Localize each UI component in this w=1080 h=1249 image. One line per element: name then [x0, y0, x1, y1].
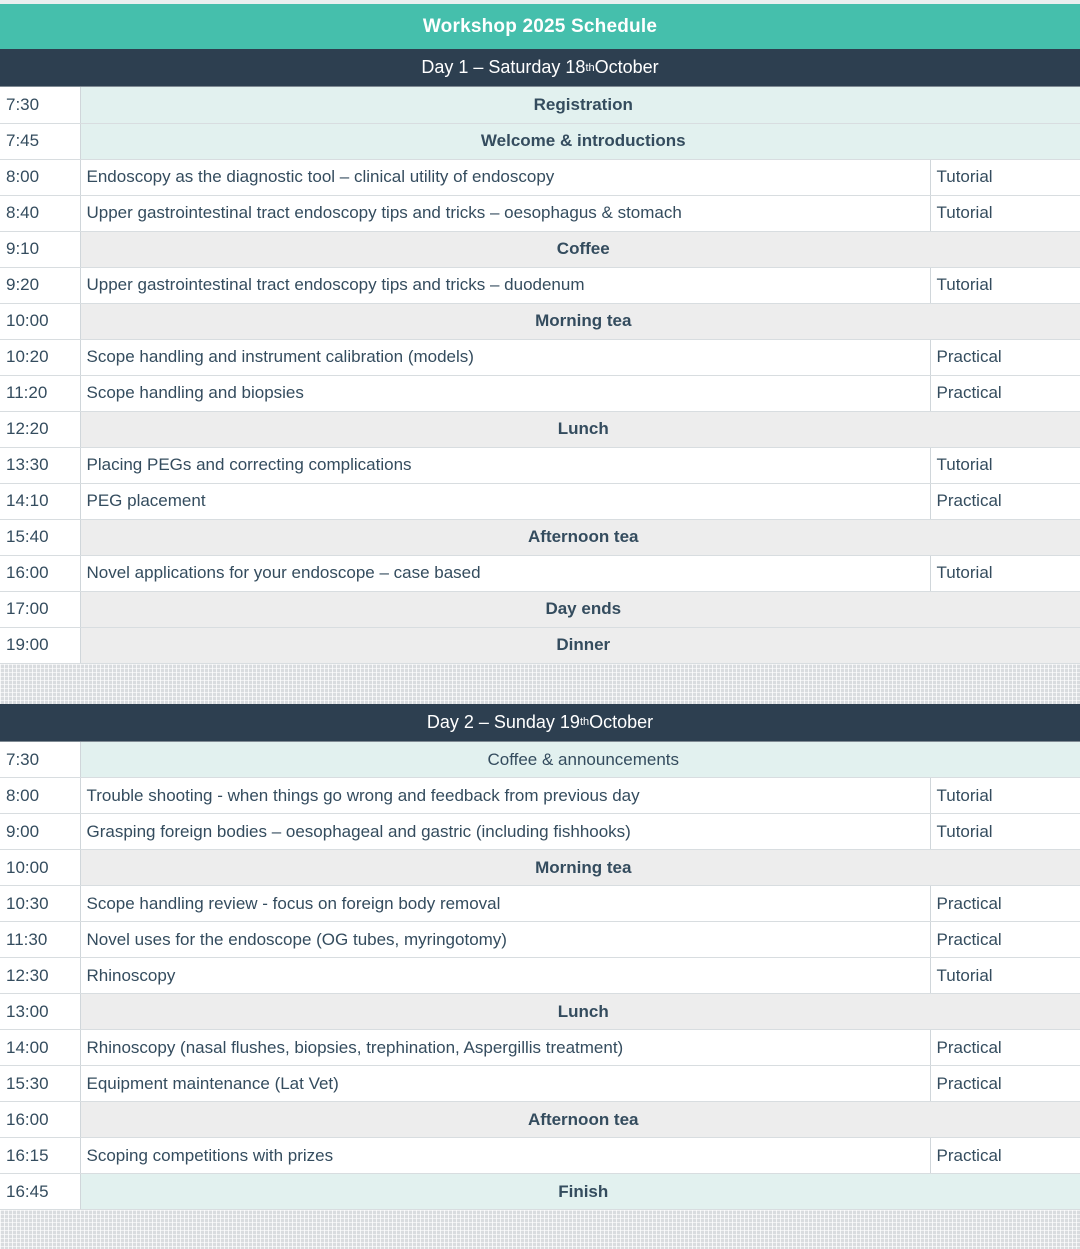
row-session-title: Rhinoscopy (nasal flushes, biopsies, trephination, Aspergillis treatment)	[80, 1030, 930, 1066]
row-session-title: Morning tea	[80, 850, 1080, 886]
row-session-format: Tutorial	[930, 958, 1080, 994]
table-row	[0, 591, 1080, 627]
row-time: 13:00	[0, 994, 80, 1030]
table-row	[0, 742, 1080, 778]
row-session-title: Trouble shooting - when things go wrong and feedback from previous day	[80, 778, 930, 814]
row-session-format: Tutorial	[930, 778, 1080, 814]
table-row	[0, 375, 1080, 411]
row-session-title: Upper gastrointestinal tract endoscopy tips and tricks – duodenum	[80, 267, 930, 303]
table-row	[0, 339, 1080, 375]
footer-band	[0, 1210, 1080, 1249]
day-2-heading-prefix: Day 2 – Sunday 19	[426, 711, 580, 732]
row-time: 7:30	[0, 87, 80, 123]
row-time: 16:00	[0, 1102, 80, 1138]
table-row	[0, 411, 1080, 447]
row-time: 10:20	[0, 339, 80, 375]
row-time: 10:00	[0, 850, 80, 886]
table-row	[0, 519, 1080, 555]
row-session-title: Registration	[80, 87, 1080, 123]
row-session-title: Finish	[80, 1174, 1080, 1210]
table-row	[0, 267, 1080, 303]
table-row	[0, 778, 1080, 814]
row-session-format: Practical	[930, 1138, 1080, 1174]
row-time: 12:20	[0, 411, 80, 447]
day-2-heading: Day 2 – Sunday 19 th October	[0, 704, 1080, 742]
table-row	[0, 886, 1080, 922]
row-session-title: Dinner	[80, 627, 1080, 663]
row-time: 8:00	[0, 778, 80, 814]
row-session-format: Tutorial	[930, 267, 1080, 303]
table-row	[0, 627, 1080, 663]
row-session-title: PEG placement	[80, 483, 930, 519]
table-row	[0, 303, 1080, 339]
row-time: 16:15	[0, 1138, 80, 1174]
table-row	[0, 958, 1080, 994]
table-row	[0, 814, 1080, 850]
row-time: 10:30	[0, 886, 80, 922]
row-session-title: Placing PEGs and correcting complications	[80, 447, 930, 483]
row-session-title: Equipment maintenance (Lat Vet)	[80, 1066, 930, 1102]
row-session-format: Practical	[930, 339, 1080, 375]
row-session-format: Practical	[930, 375, 1080, 411]
table-row	[0, 994, 1080, 1030]
table-row	[0, 123, 1080, 159]
row-session-title: Grasping foreign bodies – oesophageal and gastric (including fishhooks)	[80, 814, 930, 850]
table-row	[0, 447, 1080, 483]
row-session-title: Endoscopy as the diagnostic tool – clinical utility of endoscopy	[80, 159, 930, 195]
row-time: 12:30	[0, 958, 80, 994]
row-time: 17:00	[0, 591, 80, 627]
row-session-title: Scope handling and instrument calibration (models)	[80, 339, 930, 375]
row-session-title: Welcome & introductions	[80, 123, 1080, 159]
row-time: 11:30	[0, 922, 80, 958]
row-session-title: Afternoon tea	[80, 519, 1080, 555]
table-row	[0, 231, 1080, 267]
row-session-title: Novel applications for your endoscope – case based	[80, 555, 930, 591]
table-row	[0, 483, 1080, 519]
row-session-format: Practical	[930, 1030, 1080, 1066]
row-time: 7:45	[0, 123, 80, 159]
table-row	[0, 1102, 1080, 1138]
row-time: 8:00	[0, 159, 80, 195]
row-session-format: Practical	[930, 1066, 1080, 1102]
row-session-title: Upper gastrointestinal tract endoscopy tips and tricks – oesophagus & stomach	[80, 195, 930, 231]
table-row	[0, 87, 1080, 123]
row-session-title: Afternoon tea	[80, 1102, 1080, 1138]
row-session-format: Tutorial	[930, 447, 1080, 483]
table-row	[0, 1030, 1080, 1066]
table-row	[0, 195, 1080, 231]
row-time: 14:10	[0, 483, 80, 519]
table-row	[0, 850, 1080, 886]
row-time: 16:00	[0, 555, 80, 591]
row-time: 15:30	[0, 1066, 80, 1102]
row-session-title: Coffee	[80, 231, 1080, 267]
row-time: 11:20	[0, 375, 80, 411]
table-row	[0, 1174, 1080, 1210]
row-session-title: Day ends	[80, 591, 1080, 627]
row-time: 16:45	[0, 1174, 80, 1210]
row-session-format: Tutorial	[930, 195, 1080, 231]
row-session-title: Scope handling review - focus on foreign body removal	[80, 886, 930, 922]
row-session-title: Lunch	[80, 994, 1080, 1030]
row-time: 9:20	[0, 267, 80, 303]
row-time: 14:00	[0, 1030, 80, 1066]
day-2-heading-suffix: October	[589, 711, 654, 732]
table-row	[0, 555, 1080, 591]
row-session-title: Rhinoscopy	[80, 958, 930, 994]
row-session-title: Morning tea	[80, 303, 1080, 339]
row-time: 19:00	[0, 627, 80, 663]
row-session-format: Tutorial	[930, 814, 1080, 850]
table-row	[0, 159, 1080, 195]
row-session-title: Lunch	[80, 411, 1080, 447]
row-session-format: Tutorial	[930, 159, 1080, 195]
row-time: 7:30	[0, 742, 80, 778]
row-session-format: Practical	[930, 483, 1080, 519]
row-time: 10:00	[0, 303, 80, 339]
table-row	[0, 1066, 1080, 1102]
row-session-title: Scope handling and biopsies	[80, 375, 930, 411]
table-row	[0, 1138, 1080, 1174]
row-session-title: Coffee & announcements	[80, 742, 1080, 778]
row-time: 8:40	[0, 195, 80, 231]
day-2-table	[0, 742, 1080, 1211]
day-1-heading-suffix: October	[594, 57, 659, 78]
day-separator-band	[0, 664, 1080, 705]
row-time: 13:30	[0, 447, 80, 483]
table-row	[0, 922, 1080, 958]
day-1-table	[0, 87, 1080, 664]
row-session-title: Scoping competitions with prizes	[80, 1138, 930, 1174]
row-session-title: Novel uses for the endoscope (OG tubes, myringotomy)	[80, 922, 930, 958]
row-session-format: Tutorial	[930, 555, 1080, 591]
day-1-heading: Day 1 – Saturday 18 th October	[0, 49, 1080, 87]
row-session-format: Practical	[930, 922, 1080, 958]
row-time: 9:00	[0, 814, 80, 850]
row-session-format: Practical	[930, 886, 1080, 922]
page-title: Workshop 2025 Schedule	[0, 4, 1080, 49]
row-time: 9:10	[0, 231, 80, 267]
day-1-heading-prefix: Day 1 – Saturday 18	[421, 57, 586, 78]
row-time: 15:40	[0, 519, 80, 555]
